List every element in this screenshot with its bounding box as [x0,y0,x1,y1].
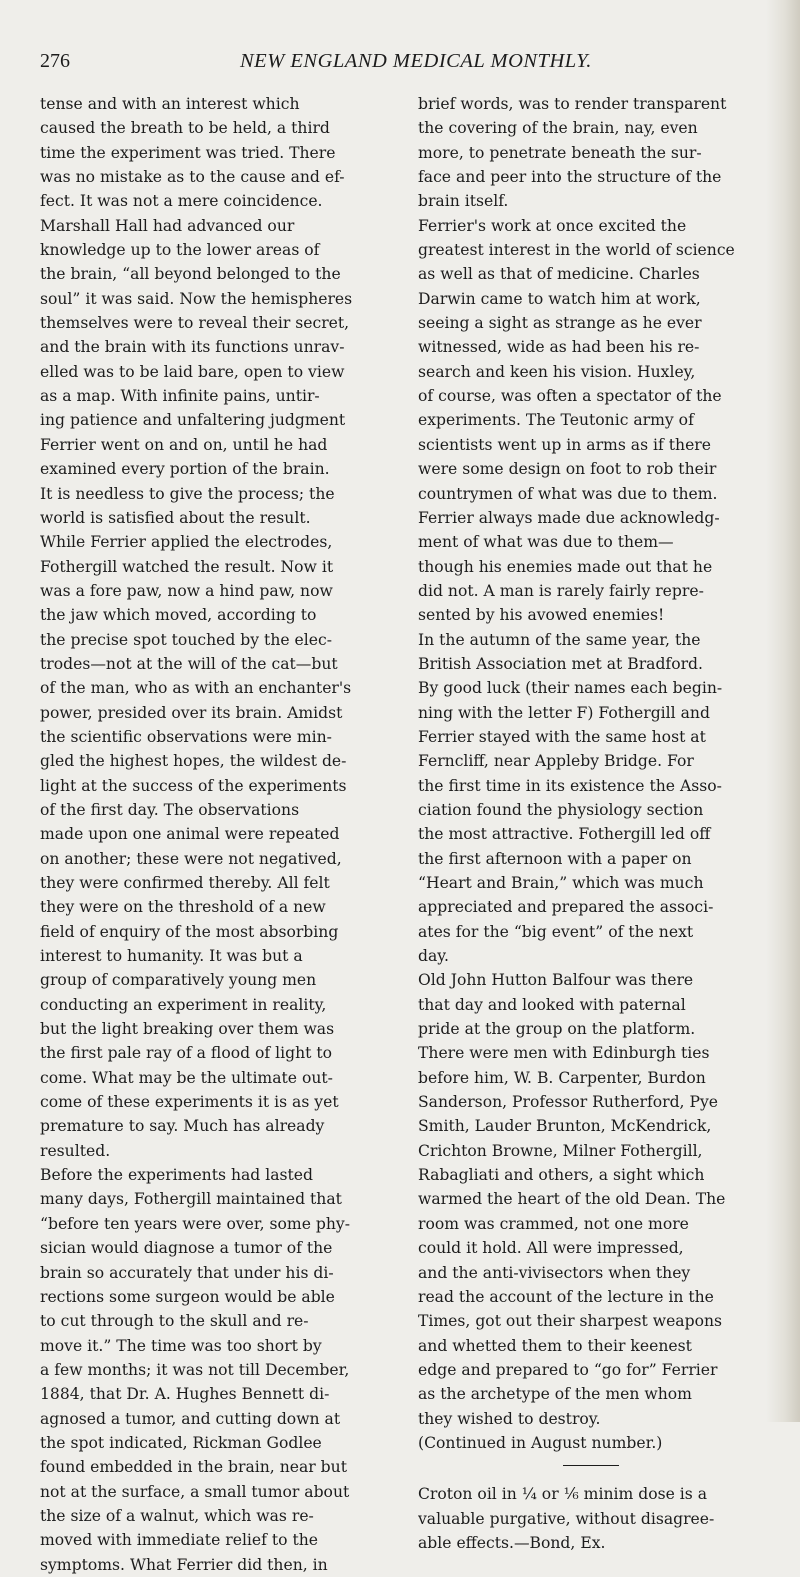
text-line: Ferrier stayed with the same host at [418,727,706,746]
text-line: edge and prepared to “go for” Ferrier [418,1360,718,1379]
text-line: Fothergill watched the result. Now it [40,557,334,576]
text-line: conducting an experiment in reality, [40,995,327,1014]
text-line: greatest interest in the world of science [418,241,735,260]
text-line: the size of a walnut, which was re- [40,1506,314,1525]
text-line: room was crammed, not one more [418,1214,689,1233]
text-line: “before ten years were over, some phy- [40,1214,350,1233]
text-line: fect. It was not a mere coincidence. [40,192,323,211]
left-column [40,92,386,1577]
text-line: of the first day. The observations [40,800,300,819]
text-line: of the man, who as with an enchanter's [40,679,352,698]
text-line: and whetted them to their keenest [418,1336,692,1355]
text-line: that day and looked with paternal [418,995,686,1014]
text-line: field of enquiry of the most absorbing [40,922,339,941]
text-line: though his enemies made out that he [418,557,713,576]
text-line: countrymen of what was due to them. [418,484,718,503]
text-line: and the anti-vivisectors when they [418,1263,691,1282]
text-line: experiments. The Teutonic army of [418,411,694,430]
text-line: moved with immediate relief to the [40,1531,319,1550]
text-line: did not. A man is rarely fairly repre- [418,581,704,600]
text-line: the first time in its existence the Asso- [418,776,722,795]
text-line: appreciated and prepared the associ- [418,898,714,917]
text-line: Darwin came to watch him at work, [418,289,701,308]
text-line: There were men with Edinburgh ties [418,1044,710,1063]
text-line: agnosed a tumor, and cutting down at [40,1409,341,1428]
text-line: pride at the group on the platform. [418,1020,696,1039]
text-line: rections some surgeon would be able [40,1287,335,1306]
text-line: could it hold. All were impressed, [418,1239,684,1258]
text-line: tense and with an interest which [40,95,300,113]
text-line: It is needless to give the process; the [40,484,335,503]
text-line: made upon one animal were repeated [40,825,340,844]
text-line: ning with the letter F) Fothergill and [418,703,710,722]
text-line: symptoms. What Ferrier did then, in [40,1555,328,1574]
text-line: light at the success of the experiments [40,776,347,795]
text-line: the first afternoon with a paper on [418,849,692,868]
text-line: Old John Hutton Balfour was there [418,971,694,990]
text-line: the brain, “all beyond belonged to the [40,265,341,284]
text-line: more, to penetrate beneath the sur- [418,143,702,162]
text-line: gled the highest hopes, the wildest de- [40,752,347,771]
text-line: “Heart and Brain,” which was much [418,874,704,892]
text-line: scientists went up in arms as if there [418,435,711,454]
text-line: In the autumn of the same year, the [418,630,701,649]
text-line: Before the experiments had lasted [40,1166,313,1185]
text-line: brain itself. [418,192,509,211]
text-line: Ferrier's work at once excited the [418,216,687,235]
text-line: they were on the threshold of a new [40,898,326,917]
text-line: before him, W. B. Carpenter, Burdon [418,1068,706,1087]
text-line: knowledge up to the lower areas of [40,241,320,260]
text-line: search and keen his vision. Huxley, [418,362,696,381]
text-line: read the account of the lecture in the [418,1287,714,1306]
text-line: world is satisfied about the result. [40,508,311,527]
croton-oil-note [418,1482,764,1555]
page-edge-shadow [766,0,800,1422]
text-line: By good luck (their names each begin- [418,679,723,698]
text-line: Ferrier went on and on, until he had [40,435,328,454]
text-line: time the experiment was tried. There [40,143,336,162]
text-line: sented by his avowed enemies! [418,606,665,625]
text-line: the most attractive. Fothergill led off [418,825,711,844]
text-line: themselves were to reveal their secret, [40,314,350,333]
text-line: Ferncliff, near Appleby Bridge. For [418,752,694,771]
text-line: Marshall Hall had advanced our [40,216,295,235]
text-line: Smith, Lauder Brunton, McKendrick, [418,1117,712,1136]
text-line: trodes—not at the will of the cat—but [40,654,338,673]
section-divider-rule [563,1465,619,1466]
text-line: the scientific observations were min- [40,727,332,746]
text-line: 1884, that Dr. A. Hughes Bennett di- [40,1385,330,1404]
text-line: brain so accurately that under his di- [40,1263,334,1282]
text-line: able effects.—Bond, Ex. [418,1533,606,1552]
text-line: interest to humanity. It was but a [40,947,303,966]
text-line: ciation found the physiology section [418,800,704,819]
right-column [418,92,764,1555]
right-column-text [418,92,764,1455]
text-line: Ferrier always made due acknowledg- [418,508,720,527]
text-line: (Continued in August number.) [418,1433,663,1452]
page-number: 276 [40,50,70,72]
text-line: to cut through to the skull and re- [40,1312,309,1331]
text-line: day. [418,947,449,966]
text-line: they wished to destroy. [418,1409,601,1428]
text-line: While Ferrier applied the electrodes, [40,533,333,552]
text-line: premature to say. Much has already [40,1117,325,1136]
text-line: Sanderson, Professor Rutherford, Pye [418,1093,718,1112]
text-line: seeing a sight as strange as he ever [418,314,702,333]
text-line: Times, got out their sharpest weapons [418,1312,723,1331]
text-line: come. What may be the ultimate out- [40,1068,333,1087]
text-line: as well as that of medicine. Charles [418,265,700,284]
text-line: ing patience and unfaltering judgment [40,411,346,430]
text-line: British Association met at Bradford. [418,654,703,673]
text-line: examined every portion of the brain. [40,460,330,479]
running-title: NEW ENGLAND MEDICAL MONTHLY. [240,50,592,72]
text-line: the spot indicated, Rickman Godlee [40,1433,322,1452]
text-line: come of these experiments it is as yet [40,1093,339,1112]
text-line: brief words, was to render transparent [418,95,727,113]
text-line: move it.” The time was too short by [40,1336,322,1355]
text-line: group of comparatively young men [40,971,317,990]
text-line: elled was to be laid bare, open to view [40,362,345,381]
text-line: ates for the “big event” of the next [418,922,694,941]
text-line: not at the surface, a small tumor about [40,1482,350,1501]
text-line: ment of what was due to them— [418,533,674,552]
text-line: valuable purgative, without disagree- [418,1509,715,1528]
text-line: sician would diagnose a tumor of the [40,1239,333,1258]
text-line: Crichton Browne, Milner Fothergill, [418,1141,703,1160]
text-line: on another; these were not negatived, [40,849,342,868]
page-header [40,50,740,84]
text-line: many days, Fothergill maintained that [40,1190,342,1209]
text-line: as a map. With infinite pains, untir- [40,387,320,406]
text-line: was a fore paw, now a hind paw, now [40,581,333,600]
text-line: warmed the heart of the old Dean. The [418,1190,726,1209]
text-line: face and peer into the structure of the [418,168,722,187]
text-line: was no mistake as to the cause and ef- [40,168,345,187]
text-line: as the archetype of the men whom [418,1385,692,1404]
text-line: soul” it was said. Now the hemispheres [40,289,353,308]
text-line: of course, was often a spectator of the [418,387,722,406]
text-line: Rabagliati and others, a sight which [418,1166,705,1185]
text-line: caused the breath to be held, a third [40,119,330,138]
text-line: a few months; it was not till December, [40,1360,350,1379]
text-line: the first pale ray of a flood of light to [40,1044,333,1063]
text-line: the covering of the brain, nay, even [418,119,698,138]
text-line: were some design on foot to rob their [418,460,717,479]
text-line: witnessed, wide as had been his re- [418,338,700,357]
text-line: the jaw which moved, according to [40,606,317,625]
text-line: and the brain with its functions unrav- [40,338,345,357]
text-line: they were confirmed thereby. All felt [40,874,330,892]
text-line: but the light breaking over them was [40,1020,335,1039]
text-line: Croton oil in ¼ or ⅙ minim dose is a [418,1485,708,1504]
text-line: power, presided over its brain. Amidst [40,703,343,722]
text-line: found embedded in the brain, near but [40,1458,347,1477]
text-line: resulted. [40,1141,111,1160]
text-line: the precise spot touched by the elec- [40,630,332,649]
